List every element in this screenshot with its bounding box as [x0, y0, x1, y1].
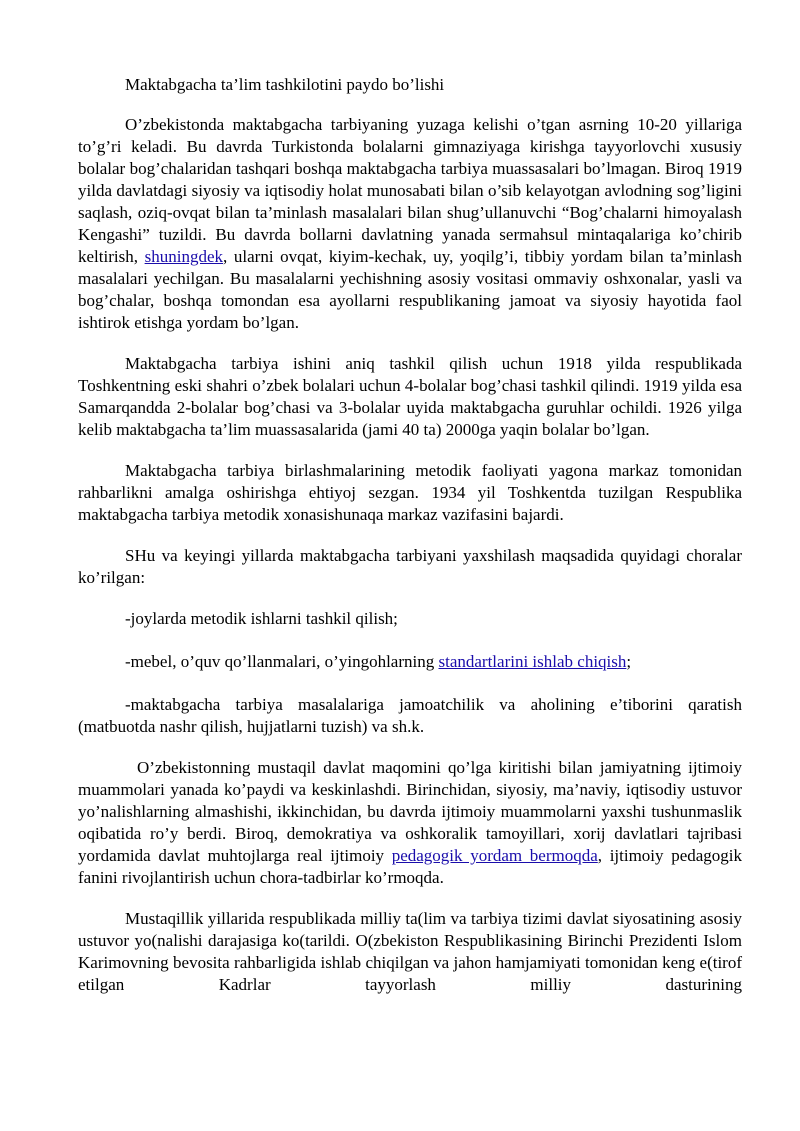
list-item-2-text-b: ; [626, 652, 632, 671]
paragraph-5 [78, 757, 742, 889]
paragraph-5-text-b: , ijtimoiy pedagogik fanini rivojlantirish uchun chora-tadbirlar ko’rmoqda. [78, 846, 743, 887]
paragraph-3: Maktabgacha tarbiya birlashmalarining metodik faoliyati yagona markaz tomonidan rahbarlikni amalga oshirishga ehtiyoj sezgan. 1934 yil Toshkentda tuzilgan Respublika maktabgacha tarbiya metodik xonasishunaqa markaz vazifasini bajardi. [78, 461, 742, 524]
shuningdek-link[interactable]: shuningdek [144, 247, 223, 266]
paragraph-5-text-a: O’zbekistonning mustaqil davlat maqomini qo’lga kiritishi bilan jamiyatning ijtimoiy muammolari yanada ko’paydi va keskinlashdi. Birinchidan, siyosiy, ma’naviy, iqtisodiy ustuvor yo’nalishlarning almashishi, ikkinchidan, bu davrda ijtimoiy muammolarni yaxshi tushunmaslik oqibatida ro’y berdi. Biroq, demokratiya va oshkoralik tamoyillari, xorij davlatlari tajribasi yordamida davlat muhtojlarga real ijtimoiy [78, 758, 742, 865]
paragraph-6: Mustaqillik yillarida respublikada milliy ta(lim va tarbiya tizimi davlat siyosatining asosiy ustuvor yo(nalishi darajasiga ko(tarildi. O(zbekiston Respublikasining Birinchi Prezidenti Islom Karimovning bevosita rahbarligida ishlab chiqilgan va jahon hamjamiyati tomonidan keng e(tirof etilgan Kadrlar tayyorlash milliy dasturining [78, 909, 742, 994]
list-item-2-text-a: -mebel, o’quv qo’llanmalari, o’yingohlarning [125, 652, 439, 671]
paragraph-1-text-a: O’zbekistonda maktabgacha tarbiyaning yuzaga kelishi o’tgan asrning 10-20 yillariga to’g’ri keladi. Bu davrda Turkistonda bolalarni gimnaziyaga kirishga tayyorlovchi xususiy bolalar bog’chalaridan tashqari boshqa maktabgacha tarbiya muassasalari bo’lmagan. Biroq 1919 yilda davlatdagi siyosiy va iqtisodiy holat munosabati bilan o’sib kelayotgan avlodning sog’ligini saqlash, oziq-ovqat bilan ta’minlash masalalari bilan shug’ullanuvchi “Bog’chalarni himoyalash Kengashi” tuzildi. Bu davrda bollarni davlatning yanada sermahsul mintaqalariga ko’chirib keltirish, [78, 115, 742, 266]
pedagogik-yordam-link[interactable]: pedagogik yordam bermoqda [391, 846, 598, 865]
list-item-1: -joylarda metodik ishlarni tashkil qilish; [125, 609, 398, 628]
paragraph-1-text-b: , ularni ovqat, kiyim-kechak, uy, yoqilg’i, tibbiy yordam bilan ta’minlash masalalari yechilgan. Bu masalalarni yechishning asosiy vositasi ommaviy oshxonalar, yasli va bog’chalar, boshqa tomondan esa ayollarni respublikaning jamoat va siyosiy hayotida faol ishtirok etishga yordam bo’lgan. [78, 247, 742, 332]
paragraph-4: SHu va keyingi yillarda maktabgacha tarbiyani yaxshilash maqsadida quyidagi choralar ko’rilgan: [78, 546, 742, 587]
standartlarini-link[interactable]: standartlarini ishlab chiqish [438, 652, 627, 671]
paragraph-2: Maktabgacha tarbiya ishini aniq tashkil qilish uchun 1918 yilda respublikada Toshkentning eski shahri o’zbek bolalari uchun 4-bolalar bog’chasi tashkil qilindi. 1919 yilda esa Samarqandda 2-bolalar bog’chasi va 3-bolalar uyida maktabgacha guruhlar ochildi. 1926 yilga kelib maktabgacha ta’lim muassasalarida (jami 40 ta) 2000ga yaqin bolalar bo’lgan. [78, 354, 742, 439]
list-item-3: -maktabgacha tarbiya masalalariga jamoatchilik va aholining e’tiborini qaratish (matbuotda nashr qilish, hujjatlarni tuzish) va sh.k. [78, 695, 742, 736]
document-title: Maktabgacha ta’lim tashkilotini paydo bo’lishi [125, 75, 445, 94]
list-item-2 [78, 651, 742, 673]
paragraph-1 [78, 114, 742, 334]
